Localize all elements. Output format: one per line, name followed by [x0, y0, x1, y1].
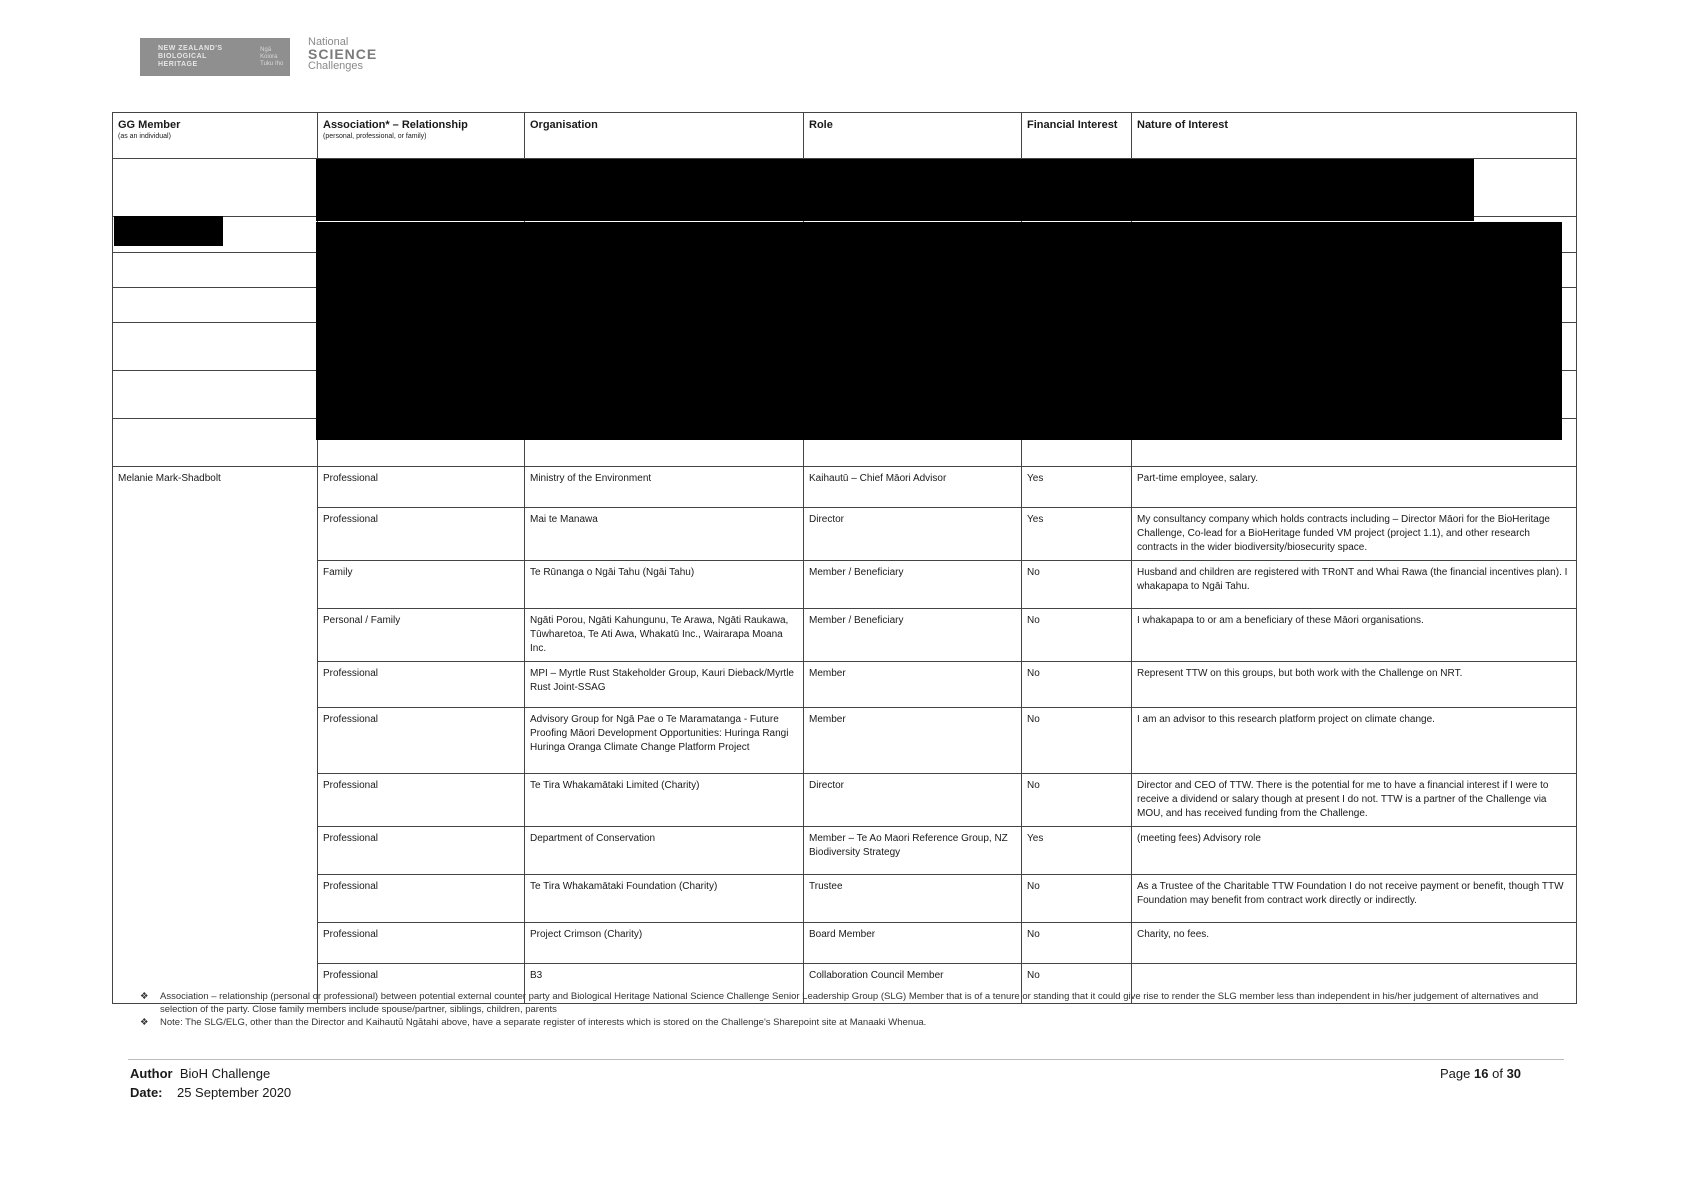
- organisation-cell: Project Crimson (Charity): [525, 923, 804, 964]
- col-header-association-note: (personal, professional, or family): [323, 133, 427, 140]
- financial-interest-cell: Yes: [1022, 827, 1132, 875]
- col-header-organisation: Organisation: [525, 113, 804, 159]
- association-cell: Professional: [318, 508, 525, 561]
- association-cell: Personal / Family: [318, 609, 525, 662]
- nature-of-interest-cell: (meeting fees) Advisory role: [1132, 827, 1577, 875]
- table-header-row: [113, 113, 1577, 159]
- financial-interest-cell: No: [1022, 964, 1132, 1004]
- role-cell: Member: [804, 708, 1022, 774]
- association-cell: Professional: [318, 708, 525, 774]
- logo-line-3: Challenges: [308, 60, 364, 72]
- table-row: [113, 923, 1577, 964]
- financial-interest-cell: No: [1022, 875, 1132, 923]
- logo-line-1: National: [308, 36, 349, 48]
- member-name-cell: Melanie Mark-Shadbolt: [113, 467, 318, 1004]
- nature-of-interest-cell: Represent TTW on this groups, but both work with the Challenge on NRT.: [1132, 662, 1577, 708]
- table-row: [113, 708, 1577, 774]
- association-cell: Professional: [318, 774, 525, 827]
- financial-interest-cell: No: [1022, 662, 1132, 708]
- nature-of-interest-cell: My consultancy company which holds contracts including – Director Māori for the BioHeritage Challenge, Co-lead for a BioHeritage funded VM project (project 1.1), and other research contracts in the wider biodiversity/biosecurity space.: [1132, 508, 1577, 561]
- biological-heritage-logo: [140, 38, 290, 76]
- table-row: [113, 467, 1577, 508]
- date-value: 25 September 2020: [176, 1085, 292, 1100]
- organisation-cell: Te Tira Whakamātaki Limited (Charity): [525, 774, 804, 827]
- financial-interest-cell: No: [1022, 609, 1132, 662]
- redaction-block-name: [114, 216, 223, 246]
- financial-interest-cell: No: [1022, 561, 1132, 609]
- financial-interest-cell: Yes: [1022, 467, 1132, 508]
- logo-sub-text: Ngā Koiora Tuku Iho: [260, 46, 284, 67]
- table-row: [113, 827, 1577, 875]
- role-cell: Member / Beneficiary: [804, 561, 1022, 609]
- footer-divider: [128, 1059, 1564, 1060]
- nature-of-interest-cell: I whakapapa to or am a beneficiary of these Māori organisations.: [1132, 609, 1577, 662]
- col-header-member-note: (as an individual): [118, 133, 171, 140]
- role-cell: Member / Beneficiary: [804, 609, 1022, 662]
- redaction-block-top: [316, 159, 1474, 221]
- organisation-cell: Te Tira Whakamātaki Foundation (Charity): [525, 875, 804, 923]
- author-label: Author: [130, 1066, 173, 1081]
- organisation-cell: Department of Conservation: [525, 827, 804, 875]
- footnote-item: [140, 990, 1570, 1016]
- financial-interest-cell: No: [1022, 708, 1132, 774]
- association-cell: Family: [318, 561, 525, 609]
- page-current: 16: [1474, 1066, 1489, 1081]
- page-prefix: Page: [1440, 1066, 1471, 1081]
- nature-of-interest-cell: Charity, no fees.: [1132, 923, 1577, 964]
- date-label: Date:: [130, 1085, 163, 1100]
- role-cell: Member: [804, 662, 1022, 708]
- nature-of-interest-cell: Director and CEO of TTW. There is the potential for me to have a financial interest if I were to receive a dividend or salary though at present I do not. TTW is a partner of the Challenge via MOU, and has received funding from the Challenge.: [1132, 774, 1577, 827]
- organisation-cell: Ministry of the Environment: [525, 467, 804, 508]
- role-cell: Director: [804, 508, 1022, 561]
- footnote-slg-text: Note: The SLG/ELG, other than the Director and Kaihautū Ngātahi above, have a separate register of interests which is stored on the Challenge's Sharepoint site at Manaaki Whenua.: [160, 1017, 927, 1028]
- role-cell: Director: [804, 774, 1022, 827]
- organisation-cell: Advisory Group for Ngā Pae o Te Maramatanga - Future Proofing Māori Development Opportunities: Huringa Rangi Huringa Oranga Climate Change Platform Project: [525, 708, 804, 774]
- footnote-association-text: Association – relationship (personal or professional) between potential external counter party and Biological Heritage National Science Challenge Senior Leadership Group (SLG) Member that is of a tenure or standing that it could give rise to render the SLG member less than independent in his/her judgement of alternatives and selection of the party. Close family members include spouse/partner, siblings, children, parents: [160, 991, 1539, 1015]
- association-cell: Professional: [318, 467, 525, 508]
- nature-of-interest-cell: Husband and children are registered with TRoNT and Whai Rawa (the financial incentives plan). I whakapapa to Ngāi Tahu.: [1132, 561, 1577, 609]
- role-cell: Board Member: [804, 923, 1022, 964]
- role-cell: Member – Te Ao Maori Reference Group, NZ Biodiversity Strategy: [804, 827, 1022, 875]
- role-cell: Trustee: [804, 875, 1022, 923]
- redaction-block-main: [316, 222, 1562, 440]
- page-number: [1440, 1066, 1521, 1081]
- diamond-bullet-icon: ❖: [140, 991, 149, 1002]
- col-header-association: Association* – Relationship (personal, professional, or family): [318, 113, 525, 159]
- col-header-member: GG Member (as an individual): [113, 113, 318, 159]
- col-header-financial-interest: Financial Interest: [1022, 113, 1132, 159]
- col-header-role: Role: [804, 113, 1022, 159]
- national-science-challenges-logo: [308, 36, 377, 72]
- organisation-cell: Mai te Manawa: [525, 508, 804, 561]
- association-cell: Professional: [318, 923, 525, 964]
- footnotes: [140, 990, 1570, 1029]
- nature-of-interest-cell: Part-time employee, salary.: [1132, 467, 1577, 508]
- organisation-cell: B3: [525, 964, 804, 1004]
- table-row: [113, 508, 1577, 561]
- association-cell: Professional: [318, 964, 525, 1004]
- financial-interest-cell: No: [1022, 774, 1132, 827]
- footnote-item: [140, 1016, 1570, 1029]
- col-header-nature-of-interest: Nature of Interest: [1132, 113, 1577, 159]
- organisation-cell: MPI – Myrtle Rust Stakeholder Group, Kauri Dieback/Myrtle Rust Joint-SSAG: [525, 662, 804, 708]
- table-row: [113, 561, 1577, 609]
- logo-line-2: SCIENCE: [308, 46, 378, 62]
- nature-of-interest-cell: As a Trustee of the Charitable TTW Foundation I do not receive payment or benefit, though TTW Foundation may benefit from contract work directly or indirectly.: [1132, 875, 1577, 923]
- logo-brand-text: NEW ZEALAND'S BIOLOGICAL HERITAGE: [158, 45, 223, 68]
- table-row: [113, 774, 1577, 827]
- association-cell: Professional: [318, 827, 525, 875]
- financial-interest-cell: Yes: [1022, 508, 1132, 561]
- association-cell: Professional: [318, 875, 525, 923]
- page-total: 30: [1506, 1066, 1522, 1081]
- organisation-cell: Te Rūnanga o Ngāi Tahu (Ngāi Tahu): [525, 561, 804, 609]
- role-cell: Kaihautū – Chief Māori Advisor: [804, 467, 1022, 508]
- organisation-cell: Ngāti Porou, Ngāti Kahungunu, Te Arawa, Ngāti Raukawa, Tūwharetoa, Te Ati Awa, Whakatū Inc., Wairarapa Moana Inc.: [525, 609, 804, 662]
- table-row: [113, 609, 1577, 662]
- footer-author-block: [130, 1064, 291, 1102]
- financial-interest-cell: No: [1022, 923, 1132, 964]
- association-cell: Professional: [318, 662, 525, 708]
- table-row: [113, 662, 1577, 708]
- role-cell: Collaboration Council Member: [804, 964, 1022, 1004]
- page-of: of: [1492, 1066, 1503, 1081]
- table-row: [113, 875, 1577, 923]
- nature-of-interest-cell: I am an advisor to this research platform project on climate change.: [1132, 708, 1577, 774]
- diamond-bullet-icon: ❖: [140, 1017, 149, 1028]
- author-value: BioH Challenge: [179, 1066, 271, 1081]
